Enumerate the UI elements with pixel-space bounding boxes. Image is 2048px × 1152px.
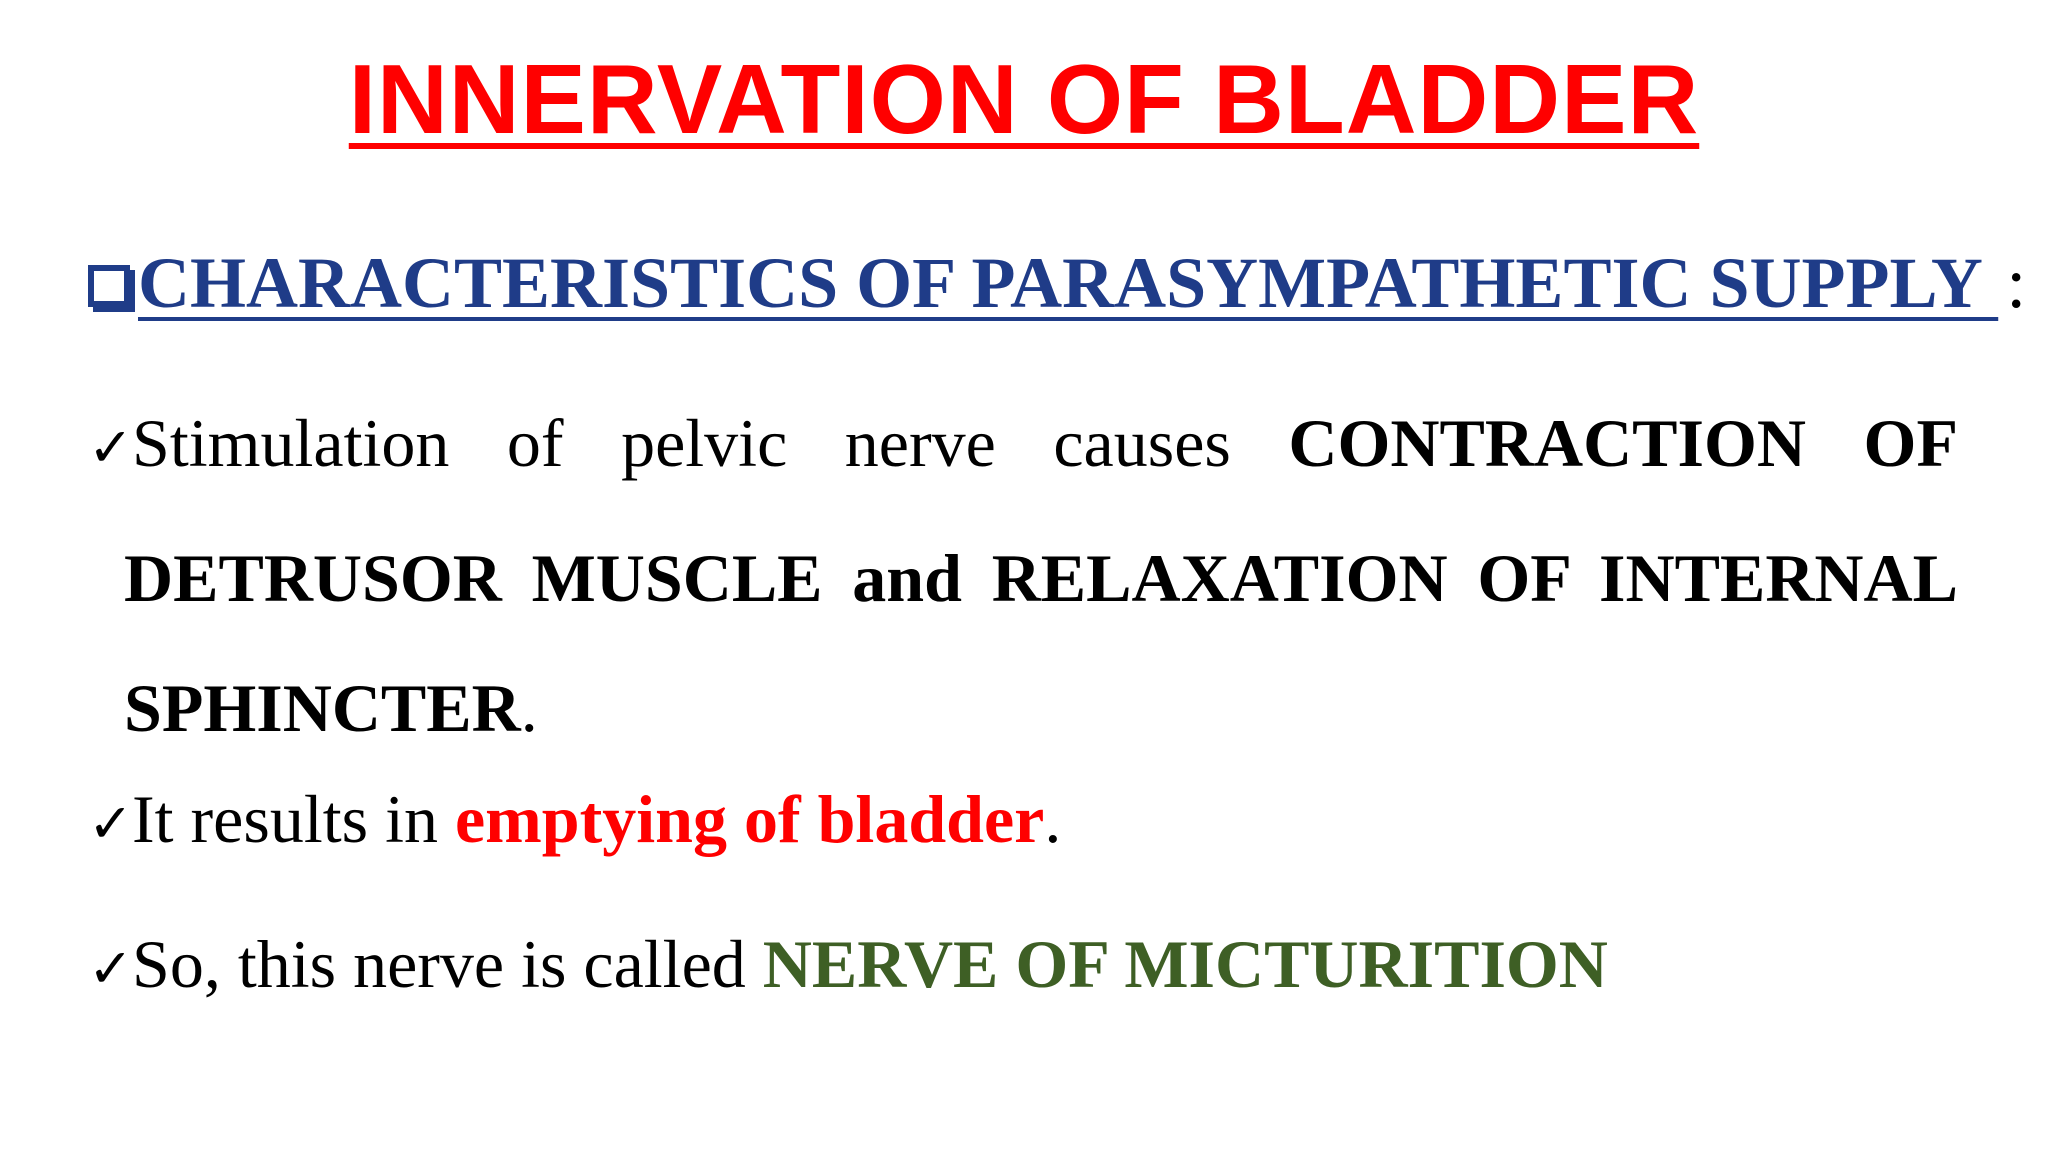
check-mark-icon: ✓ [88, 792, 134, 855]
bullet-2-text-emphasis: emptying of bladder [454, 781, 1045, 857]
section-heading: CHARACTERISTICS OF PARASYMPATHETIC SUPPLY [138, 243, 1999, 323]
bullet-1-text-bold-1: CONTRACTION OF [1288, 405, 1958, 481]
bullet-1-line-1 [88, 378, 1958, 513]
bullet-emptying-bladder [88, 774, 1958, 869]
bullet-1-text-and: and [822, 540, 992, 616]
bullet-1-text-bold-3: RELAXATION OF INTERNAL [991, 540, 1958, 616]
bullet-1-text-bold-2: DETRUSOR MUSCLE [124, 540, 823, 616]
bullet-nerve-of-micturition [88, 919, 1958, 1014]
bullet-1-line-3 [88, 643, 1958, 773]
check-mark-icon: ✓ [88, 937, 134, 1000]
bullet-2-text-end: . [1044, 781, 1062, 857]
section-heading-row [88, 238, 2027, 328]
bullet-1-line-2 [88, 513, 1958, 643]
bullet-parasympathetic-stimulation [88, 378, 1958, 773]
section-heading-colon: : [2006, 243, 2027, 323]
check-mark-icon: ✓ [88, 416, 134, 479]
bullet-3-text-emphasis: NERVE OF MICTURITION [762, 926, 1608, 1002]
slide-title [0, 44, 2048, 154]
slide-title-text: INNERVATION OF BLADDER [348, 44, 1700, 154]
bullet-2-text-plain: It results in [132, 781, 455, 857]
bullet-1-text-plain: Stimulation of pelvic nerve causes [132, 405, 1289, 481]
bullet-1-text-end: . [520, 670, 538, 746]
bullet-3-text-plain: So, this nerve is called [132, 926, 763, 1002]
hollow-square-bullet-icon [88, 265, 130, 307]
bullet-1-text-bold-4: SPHINCTER [124, 670, 521, 746]
